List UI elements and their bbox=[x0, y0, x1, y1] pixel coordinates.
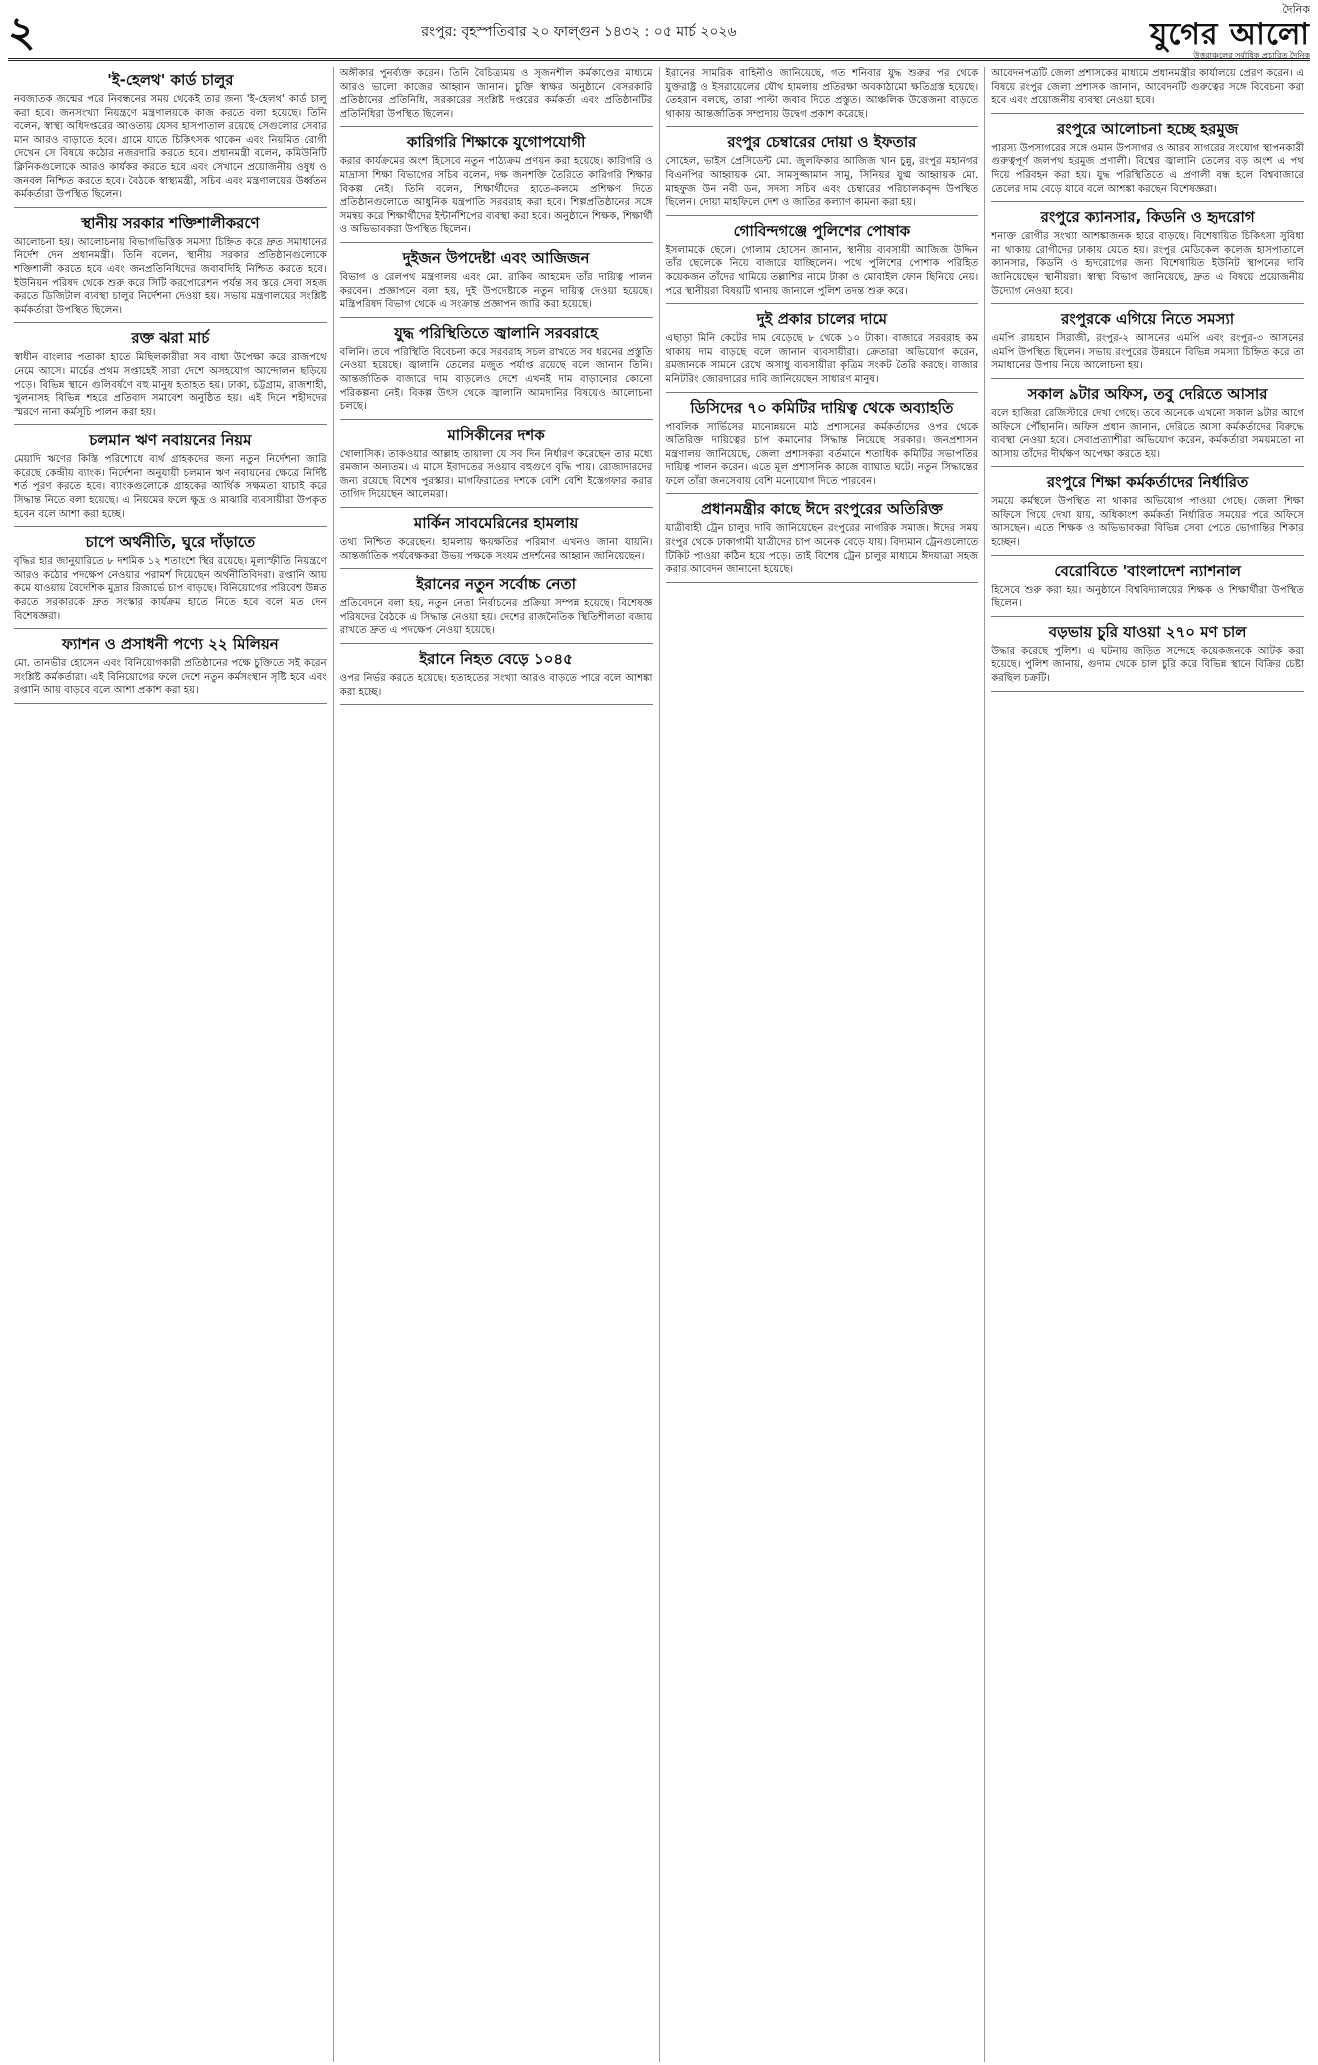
column-1 bbox=[8, 67, 334, 2062]
article-headline: দুই প্রকার চালের দামে bbox=[756, 310, 887, 329]
article bbox=[991, 310, 1304, 379]
article-headline: ফ্যাশন ও প্রসাধনী পণ্যে ২২ মিলিয়ন bbox=[61, 635, 279, 654]
article-body: করার কার্যক্রমের অংশ হিসেবে নতুন পাঠ্যক্রম প্রণয়ন করা হয়েছে। কারিগরি ও মাদ্রাসা শিক্ষা বিভাগের সচিব বলেন, দক্ষ জনশক্তি তৈরিতে কারিগরি শিক্ষার বিকল্প নেই। তিনি বলেন, শিক্ষার্থীদের হাতে-কলমে প্রশিক্ষণ দিতে প্রতিষ্ঠানগুলোতে আধুনিক যন্ত্রপাতি সরবরাহ করা হবে। শিল্পপ্রতিষ্ঠানের সঙ্গে সমন্বয় করে শিক্ষার্থীদের ইন্টার্নশিপের ব্যবস্থা করা হবে। অনুষ্ঠানে শিক্ষক, শিক্ষার্থী ও অভিভাবকরা উপস্থিত ছিলেন। bbox=[339, 156, 653, 236]
article bbox=[666, 500, 979, 582]
article-headline: রংপুরে ক্যানসার, কিডনি ও হৃদরোগ bbox=[1040, 208, 1255, 227]
article bbox=[666, 310, 979, 392]
page-number: ২ bbox=[8, 7, 36, 56]
article bbox=[14, 71, 327, 208]
article-headline: বেরোবিতে 'বাংলাদেশ ন্যাশনাল bbox=[1054, 561, 1241, 580]
divider bbox=[340, 419, 653, 420]
article-body: আবেদনপত্রটি জেলা প্রশাসকের মাধ্যমে প্রধানমন্ত্রীর কার্যালয়ে প্রেরণ করেন। এ বিষয়ে রংপুর জেলা প্রশাসক জানান, আবেদনটি গুরুত্বের সঙ্গে বিবেচনা করা হবে এবং প্রয়োজনীয় ব্যবস্থা নেওয়া হবে। bbox=[991, 68, 1304, 107]
article-headline: স্থানীয় সরকার শক্তিশালীকরণে bbox=[81, 213, 260, 232]
article bbox=[340, 67, 653, 127]
article bbox=[340, 324, 653, 420]
article-headline: রংপুরকে এগিয়ে নিতে সমস্যা bbox=[1061, 310, 1235, 329]
divider bbox=[666, 493, 979, 494]
article-body: ইসলামকে ছেলে। গোলাম হোসেন জানান, স্থানীয় ব্যবসায়ী আজিজ উদ্দিন তাঁর ছেলেকে নিয়ে বাজারে যাচ্ছিলেন। পথে পুলিশের পোশাক পরিহিত কয়েকজন তাঁদের থামিয়ে তল্লাশির নামে টাকা ও মোবাইল ফোন ছিনিয়ে নেয়। পরে স্থানীয়রা বিষয়টি থানায় জানালে পুলিশ তদন্ত শুরু করে। bbox=[665, 244, 979, 297]
article-body: বলিনি। তবে পরিস্থিতি বিবেচনা করে সরবরাহ সচল রাখতে সব ধরনের প্রস্তুতি নেওয়া হয়েছে। জ্বালানি তেলের মজুত পর্যাপ্ত রয়েছে বলে জানান তিনি। আন্তর্জাতিক বাজারে দাম বাড়লেও দেশে এখনই দাম বাড়ানোর কোনো পরিকল্পনা নেই। বিকল্প উৎস থেকে জ্বালানি আমদানির বিষয়েও আলোচনা চলছে। bbox=[339, 346, 653, 413]
newspaper-logo bbox=[1060, 3, 1310, 60]
article bbox=[340, 249, 653, 318]
article-headline: বড়ভায় চুরি যাওয়া ২৭০ মণ চাল bbox=[1048, 622, 1247, 641]
logo-small-text: দৈনিক bbox=[1282, 3, 1310, 16]
column-2 bbox=[334, 67, 660, 2062]
article-headline: মাসিকীনের দশক bbox=[447, 425, 545, 444]
article bbox=[340, 426, 653, 508]
divider bbox=[340, 568, 653, 569]
article bbox=[14, 431, 327, 527]
article-body: খোলাসিক। তাকওয়ার আল্লাহ তায়ালা যে সব দিন নির্ধারণ করেছেন তার মধ্যে রমজান অন্যতম। এ মাসে ইবাদতের সওয়াব বহুগুণে বৃদ্ধি পায়। রোজাদারদের জন্য রয়েছে বিশেষ পুরস্কার। মাগফিরাতের দশকে বেশি বেশি ইস্তেগফার করার তাগিদ দিয়েছেন আলেমরা। bbox=[339, 448, 653, 501]
divider bbox=[14, 703, 327, 704]
divider bbox=[340, 242, 653, 243]
divider bbox=[666, 392, 979, 393]
article-body: বৃদ্ধির হার জানুয়ারিতে ৮ দশমিক ১২ শতাংশে স্থির রয়েছে। মূল্যস্ফীতি নিয়ন্ত্রণে আরও কঠোর পদক্ষেপ নেওয়ার পরামর্শ দিয়েছেন অর্থনীতিবিদরা। রপ্তানি আয় কমে যাওয়ায় বৈদেশিক মুদ্রার রিজার্ভে চাপ বাড়ছে। বিনিয়োগের পরিবেশ উন্নত করতে সরকারকে দ্রুত সংস্কার কার্যক্রম হাতে নিতে হবে বলে মত দেন বিশেষজ্ঞরা। bbox=[14, 556, 327, 622]
article bbox=[340, 575, 653, 644]
article bbox=[991, 67, 1304, 114]
article-headline: প্রধানমন্ত্রীর কাছে ঈদে রংপুরের অতিরিক্ত bbox=[700, 500, 943, 519]
divider bbox=[666, 215, 979, 216]
article-body: স্বাধীন বাংলার পতাকা হাতে মিছিলকারীরা সব বাধা উপেক্ষা করে রাজপথে নেমে আসে। মার্চের প্রথম সপ্তাহেই সারা দেশে অসহযোগ আন্দোলন ছড়িয়ে পড়ে। বিভিন্ন স্থানে গুলিবর্ষণে বহু মানুষ হতাহত হয়। ঢাকা, চট্টগ্রাম, রাজশাহী, খুলনাসহ বিভিন্ন শহরে প্রতিবাদ সমাবেশ অনুষ্ঠিত হয়। এই দিনে শহীদদের স্মরণে নানা কর্মসূচি পালন করা হয়। bbox=[14, 352, 327, 418]
article-headline: যুদ্ধ পরিস্থিতিতে জ্বালানি সরবরাহে bbox=[394, 323, 598, 342]
logo-title: যুগের আলো bbox=[1149, 17, 1310, 52]
article-headline: চলমান ঋণ নবায়নের নিয়ম bbox=[89, 431, 252, 450]
article bbox=[991, 120, 1304, 202]
article bbox=[14, 533, 327, 629]
article bbox=[991, 208, 1304, 304]
article-headline: চাপে অর্থনীতি, ঘুরে দাঁড়াতে bbox=[85, 533, 256, 552]
article-body: ওপর নির্ভর করতে হয়েছে। হতাহতের সংখ্যা আরও বাড়তে পারে বলে আশঙ্কা করা হচ্ছে। bbox=[339, 673, 653, 698]
masthead bbox=[8, 3, 1310, 61]
divider bbox=[991, 378, 1304, 379]
divider bbox=[991, 201, 1304, 202]
logo-tagline: উত্তরাঞ্চলের সর্বাধিক প্রচারিত দৈনিক bbox=[1193, 51, 1310, 60]
divider bbox=[14, 322, 327, 323]
divider bbox=[666, 303, 979, 304]
divider bbox=[991, 466, 1304, 467]
article-headline: কারিগরি শিক্ষাকে যুগোপযোগী bbox=[406, 133, 586, 152]
article bbox=[666, 67, 979, 127]
article-body: বিভাগ ও রেলপথ মন্ত্রণালয় এবং মো. রাকিব আহমেদ তাঁর দায়িত্ব পালন করবেন। প্রজ্ঞাপনে বলা হয়, দুই উপদেষ্টাকে নতুন দায়িত্ব দেওয়া হয়েছে। মন্ত্রিপরিষদ বিভাগ থেকে এ সংক্রান্ত প্রজ্ঞাপন জারি করা হয়েছে। bbox=[339, 271, 653, 311]
article bbox=[991, 562, 1304, 617]
divider bbox=[340, 643, 653, 644]
article bbox=[14, 329, 327, 425]
article-headline: সকাল ৯টার অফিস, তবু দেরিতে আসার bbox=[1027, 384, 1268, 403]
article-body: পাবলিক সার্ভিসের মানোন্নয়নে মাঠ প্রশাসনের কর্মকর্তাদের ওপর থেকে অতিরিক্ত দায়িত্বের চাপ কমানোর সিদ্ধান্ত নিয়েছে সরকার। জনপ্রশাসন মন্ত্রণালয় জানিয়েছে, জেলা প্রশাসকরা বর্তমানে শতাধিক কমিটির সভাপতির দায়িত্ব পালন করেন। এতে মূল প্রশাসনিক কাজে ব্যাঘাত ঘটে। নতুন সিদ্ধান্তের ফলে তাঁরা জনসেবায় বেশি মনোযোগ দিতে পারবেন। bbox=[665, 421, 979, 487]
article-body: হিসেবে শুরু করা হয়। অনুষ্ঠানে বিশ্ববিদ্যালয়ের শিক্ষক ও শিক্ষার্থীরা উপস্থিত ছিলেন। bbox=[991, 584, 1304, 610]
article bbox=[991, 473, 1304, 555]
article-body: পারস্য উপসাগরের সঙ্গে ওমান উপসাগর ও আরব সাগরের সংযোগ স্থাপনকারী গুরুত্বপূর্ণ জলপথ হরমুজ প্রণালী। বিশ্বের জ্বালানি তেলের বড় অংশ এ পথ দিয়ে পরিবহন করা হয়। যুদ্ধ পরিস্থিতিতে এ প্রণালী বন্ধ হলে বিশ্ববাজারে তেলের দাম বেড়ে যাবে বলে আশঙ্কা করছেন বিশেষজ্ঞরা। bbox=[991, 142, 1304, 195]
article-body: সময়ে কর্মস্থলে উপস্থিত না থাকার অভিযোগ পাওয়া গেছে। জেলা শিক্ষা অফিসে গিয়ে দেখা যায়, অধিকাংশ কর্মকর্তা নির্ধারিত সময়ের পরে অফিসে আসছেন। এতে শিক্ষক ও অভিভাবকরা বিভিন্ন সেবা পেতে ভোগান্তির শিকার হচ্ছেন। bbox=[991, 496, 1304, 549]
article-body: যাত্রীবাহী ট্রেন চালুর দাবি জানিয়েছেন রংপুরের নাগরিক সমাজ। ঈদের সময় রংপুর থেকে ঢাকাগামী যাত্রীদের চাপ অনেক বেড়ে যায়। বিদ্যমান ট্রেনগুলোতে টিকিট পাওয়া কঠিন হয়ে পড়ে। তাই বিশেষ ট্রেন চালুর মাধ্যমে ঈদযাত্রা সহজ করার আবেদন জানানো হয়েছে। bbox=[665, 523, 979, 576]
article bbox=[666, 399, 979, 495]
divider bbox=[991, 555, 1304, 556]
article-headline: মার্কিন সাবমেরিনের হামলায় bbox=[413, 514, 579, 533]
article-body: এছাড়া মিনি কেটের দাম বেড়েছে ৮ থেকে ১০ টাকা। বাজারে সরবরাহ কম থাকায় দাম বাড়ছে বলে জানান ব্যবসায়ীরা। ক্রেতারা অভিযোগ করেন, রমজানকে সামনে রেখে অসাধু ব্যবসায়ীরা কৃত্রিম সংকট তৈরি করছে। বাজার মনিটরিং জোরদারের দাবি জানিয়েছেন সাধারণ মানুষ। bbox=[665, 333, 979, 385]
article-body: আলোচনা হয়। আলোচনায় বিভাগভিত্তিক সমস্যা চিহ্নিত করে দ্রুত সমাধানের নির্দেশ দেন প্রধানমন্ত্রী। তিনি বলেন, স্থানীয় সরকার প্রতিষ্ঠানগুলোকে শক্তিশালী করতে হবে এবং জনপ্রতিনিধিদের জবাবদিহি নিশ্চিত করতে হবে। ইউনিয়ন পরিষদ থেকে শুরু করে সিটি করপোরেশন পর্যন্ত সব স্তরে সেবা সহজ করতে ডিজিটাল ব্যবস্থা চালুর নির্দেশনা দেওয়া হয়। সভায় মন্ত্রণালয়ের সংশ্লিষ্ট কর্মকর্তারা উপস্থিত ছিলেন। bbox=[14, 236, 327, 316]
article bbox=[666, 133, 979, 215]
article-body: ইরানের সামরিক বাহিনীও জানিয়েছে, গত শনিবার যুদ্ধ শুরুর পর থেকে যুক্তরাষ্ট্র ও ইসরায়েলের যৌথ হামলায় প্রতিরক্ষা অবকাঠামো ক্ষতিগ্রস্ত হয়েছে। তেহরান বলছে, তারা পাল্টা জবাব দিতে প্রস্তুত। আঞ্চলিক উত্তেজনা বাড়তে থাকায় আন্তর্জাতিক সম্প্রদায় উদ্বেগ প্রকাশ করেছে। bbox=[665, 68, 979, 120]
divider bbox=[991, 113, 1304, 114]
article-headline: রক্ত ঝরা মার্চ bbox=[131, 329, 210, 348]
divider bbox=[991, 691, 1304, 692]
divider bbox=[666, 582, 979, 583]
article-body: সোহেল, ভাইস প্রেসিডেন্ট মো. জুলফিকার আজিজ খান চুন্নু, রংপুর মহানগর বিএনপির আহ্বায়ক মো. সামসুজ্জামান সামু, সিনিয়র যুগ্ম আহ্বায়ক মো. মাহফুজ উন নবী ডন, সদস্য সচিব এবং চেম্বারের পরিচালকবৃন্দ উপস্থিত ছিলেন। দোয়া মাহফিলে দেশ ও জাতির কল্যাণ কামনা করা হয়। bbox=[665, 156, 979, 209]
divider bbox=[991, 616, 1304, 617]
divider bbox=[340, 126, 653, 127]
divider bbox=[666, 126, 979, 127]
article bbox=[991, 623, 1304, 692]
article-body: এমপি রায়হান সিরাজী, রংপুর-২ আসনের এমপি এবং রংপুর-৩ আসনের এমপি উপস্থিত ছিলেন। সভায় রংপুরের উন্নয়নে বিভিন্ন সমস্যা চিহ্নিত করে তা সমাধানের উপায় নিয়ে আলোচনা হয়। bbox=[991, 333, 1304, 372]
article bbox=[340, 650, 653, 705]
article-body: তথ্য নিশ্চিত করেছেন। হামলায় ক্ষয়ক্ষতির পরিমাণ এখনও জানা যায়নি। আন্তর্জাতিক পর্যবেক্ষকরা উভয় পক্ষকে সংযম প্রদর্শনের আহ্বান জানিয়েছেন। bbox=[339, 537, 653, 562]
divider bbox=[14, 526, 327, 527]
divider bbox=[14, 628, 327, 629]
article-body: নবজাতক জন্মের পরে নিবন্ধনের সময় থেকেই তার জন্য 'ই-হেলথ' কার্ড চালু করা হবে। জনসংখ্যা নিয়ন্ত্রণে মন্ত্রণালয়কে কাজ করতে বলা হয়েছে। তিনি বলেন, স্বাস্থ্য অধিদপ্তরের আওতায় যেসব হাসপাতাল রয়েছে সেগুলোর সেবার মান আরও বাড়াতে হবে। গ্রামে যাতে চিকিৎসক থাকেন এবং নিয়মিত রোগী দেখেন সে বিষয়ে কঠোর নজরদারি করতে হবে। প্রধানমন্ত্রী বলেন, কমিউনিটি ক্লিনিকগুলোকে আরও কার্যকর করতে হবে এবং সেখানে প্রয়োজনীয় ওষুধ ও জনবল নিশ্চিত করতে হবে। বৈঠকে স্বাস্থ্যমন্ত্রী, সচিব এবং মন্ত্রণালয়ের উর্ধ্বতন কর্মকর্তারা উপস্থিত ছিলেন। bbox=[14, 94, 327, 201]
column-4 bbox=[985, 67, 1310, 2062]
article-headline: রংপুর চেম্বারের দোয়া ও ইফতার bbox=[727, 133, 917, 152]
divider bbox=[340, 507, 653, 508]
article-headline: রংপুরে আলোচনা হচ্ছে হরমুজ bbox=[1056, 119, 1239, 138]
article-headline: ইরানে নিহত বেড়ে ১০৪৫ bbox=[419, 650, 573, 669]
article bbox=[340, 133, 653, 243]
article-body: মো. তানভীর হোসেন এবং বিনিয়োগকারী প্রতিষ্ঠানের পক্ষে চুক্তিতে সই করেন সংশ্লিষ্ট কর্মকর্তারা। এই বিনিয়োগের ফলে দেশে নতুন কর্মসংস্থান সৃষ্টি হবে এবং রপ্তানি আয় বাড়বে বলে আশা প্রকাশ করা হয়। bbox=[14, 658, 327, 697]
article-columns bbox=[8, 67, 1310, 2062]
article-body: প্রতিবেদনে বলা হয়, নতুন নেতা নির্বাচনের প্রক্রিয়া সম্পন্ন হয়েছে। বিশেষজ্ঞ পরিষদের বৈঠকে এ সিদ্ধান্ত নেওয়া হয়। দেশের রাজনৈতিক স্থিতিশীলতা বজায় রাখতে দ্রুত এ পদক্ষেপ নেওয়া হয়েছে। bbox=[339, 598, 653, 637]
article-body: বলে হাজিরা রেজিস্টারে দেখা গেছে। তবে অনেকে এখনো সকাল ৯টার আগে অফিসে পৌঁছাননি। অফিস প্রধান জানান, দেরিতে আসা কর্মকর্তাদের বিরুদ্ধে ব্যবস্থা নেওয়া হবে। সেবাপ্রত্যাশীরা অভিযোগ করেন, কর্মকর্তারা সময়মতো না আসায় তাঁদের দীর্ঘক্ষণ অপেক্ষা করতে হয়। bbox=[991, 407, 1304, 460]
article-headline: দুইজন উপদেষ্টা এবং আজিজন bbox=[402, 248, 590, 267]
article bbox=[666, 222, 979, 304]
article-body: শনাক্ত রোগীর সংখ্যা আশঙ্কাজনক হারে বাড়ছে। বিশেষায়িত চিকিৎসা সুবিধা না থাকায় রোগীদের ঢাকায় যেতে হয়। রংপুর মেডিকেল কলেজ হাসপাতালে ক্যানসার, কিডনি ও হৃদরোগের জন্য বিশেষায়িত ইউনিট স্থাপনের দাবি জানিয়েছেন স্থানীয়রা। স্বাস্থ্য বিভাগ জানিয়েছে, দ্রুত এ বিষয়ে প্রয়োজনীয় উদ্যোগ নেওয়া হবে। bbox=[991, 231, 1304, 297]
article bbox=[14, 635, 327, 704]
article-body: উদ্ধার করেছে পুলিশ। এ ঘটনায় জড়িত সন্দেহে কয়েকজনকে আটক করা হয়েছে। পুলিশ জানায়, গুদাম থেকে চাল চুরি করে বিভিন্ন স্থানে বিক্রির চেষ্টা করছিল চক্রটি। bbox=[991, 645, 1304, 685]
article-headline: ডিসিদের ৭০ কমিটির দায়িত্ব থেকে অব্যাহতি bbox=[690, 398, 954, 417]
article-body: অঙ্গীকার পুনর্ব্যক্ত করেন। তিনি বৈচিত্র্যময় ও সৃজনশীল কর্মকাণ্ডের মাধ্যমে আরও ভালো কাজের আহ্বান জানান। চুক্তি স্বাক্ষর অনুষ্ঠানে বেসরকারি প্রতিষ্ঠানের প্রতিনিধি, সরকারের সংশ্লিষ্ট দপ্তরের কর্মকর্তা এবং প্রতিষ্ঠানটির প্রতিনিধিরা উপস্থিত ছিলেন। bbox=[339, 68, 653, 120]
article bbox=[340, 514, 653, 569]
article bbox=[991, 385, 1304, 467]
article-headline: ইরানের নতুন সর্বোচ্চ নেতা bbox=[416, 575, 577, 594]
divider bbox=[14, 207, 327, 208]
divider bbox=[340, 317, 653, 318]
article-headline: 'ই-হেলথ' কার্ড চালুর bbox=[107, 71, 234, 89]
dateline: রংপুর: বৃহস্পতিবার ২০ ফাল্গুন ১৪৩২ : ০৫ মার্চ ২০২৬ bbox=[421, 24, 737, 40]
article-body: মেয়াদি ঋণের কিস্তি পরিশোধে ব্যর্থ গ্রাহকদের জন্য নতুন নির্দেশনা জারি করেছে কেন্দ্রীয় ব্যাংক। নির্দেশনা অনুযায়ী চলমান ঋণ নবায়নের ক্ষেত্রে নির্দিষ্ট শর্ত পূরণ করতে হবে। ব্যাংকগুলোকে গ্রাহকের আর্থিক সক্ষমতা যাচাই করে সিদ্ধান্ত নিতে বলা হয়েছে। এ নিয়মের ফলে ক্ষুদ্র ও মাঝারি ব্যবসায়ীরা উপকৃত হবেন বলে আশা করা হচ্ছে। bbox=[14, 454, 327, 520]
divider bbox=[340, 704, 653, 705]
article-headline: গোবিন্দগঞ্জে পুলিশের পোষাক bbox=[733, 221, 911, 240]
column-3 bbox=[660, 67, 986, 2062]
divider bbox=[991, 303, 1304, 304]
divider bbox=[14, 424, 327, 425]
article bbox=[14, 214, 327, 324]
article-headline: রংপুরে শিক্ষা কর্মকর্তাদের নির্ধারিত bbox=[1046, 473, 1249, 492]
